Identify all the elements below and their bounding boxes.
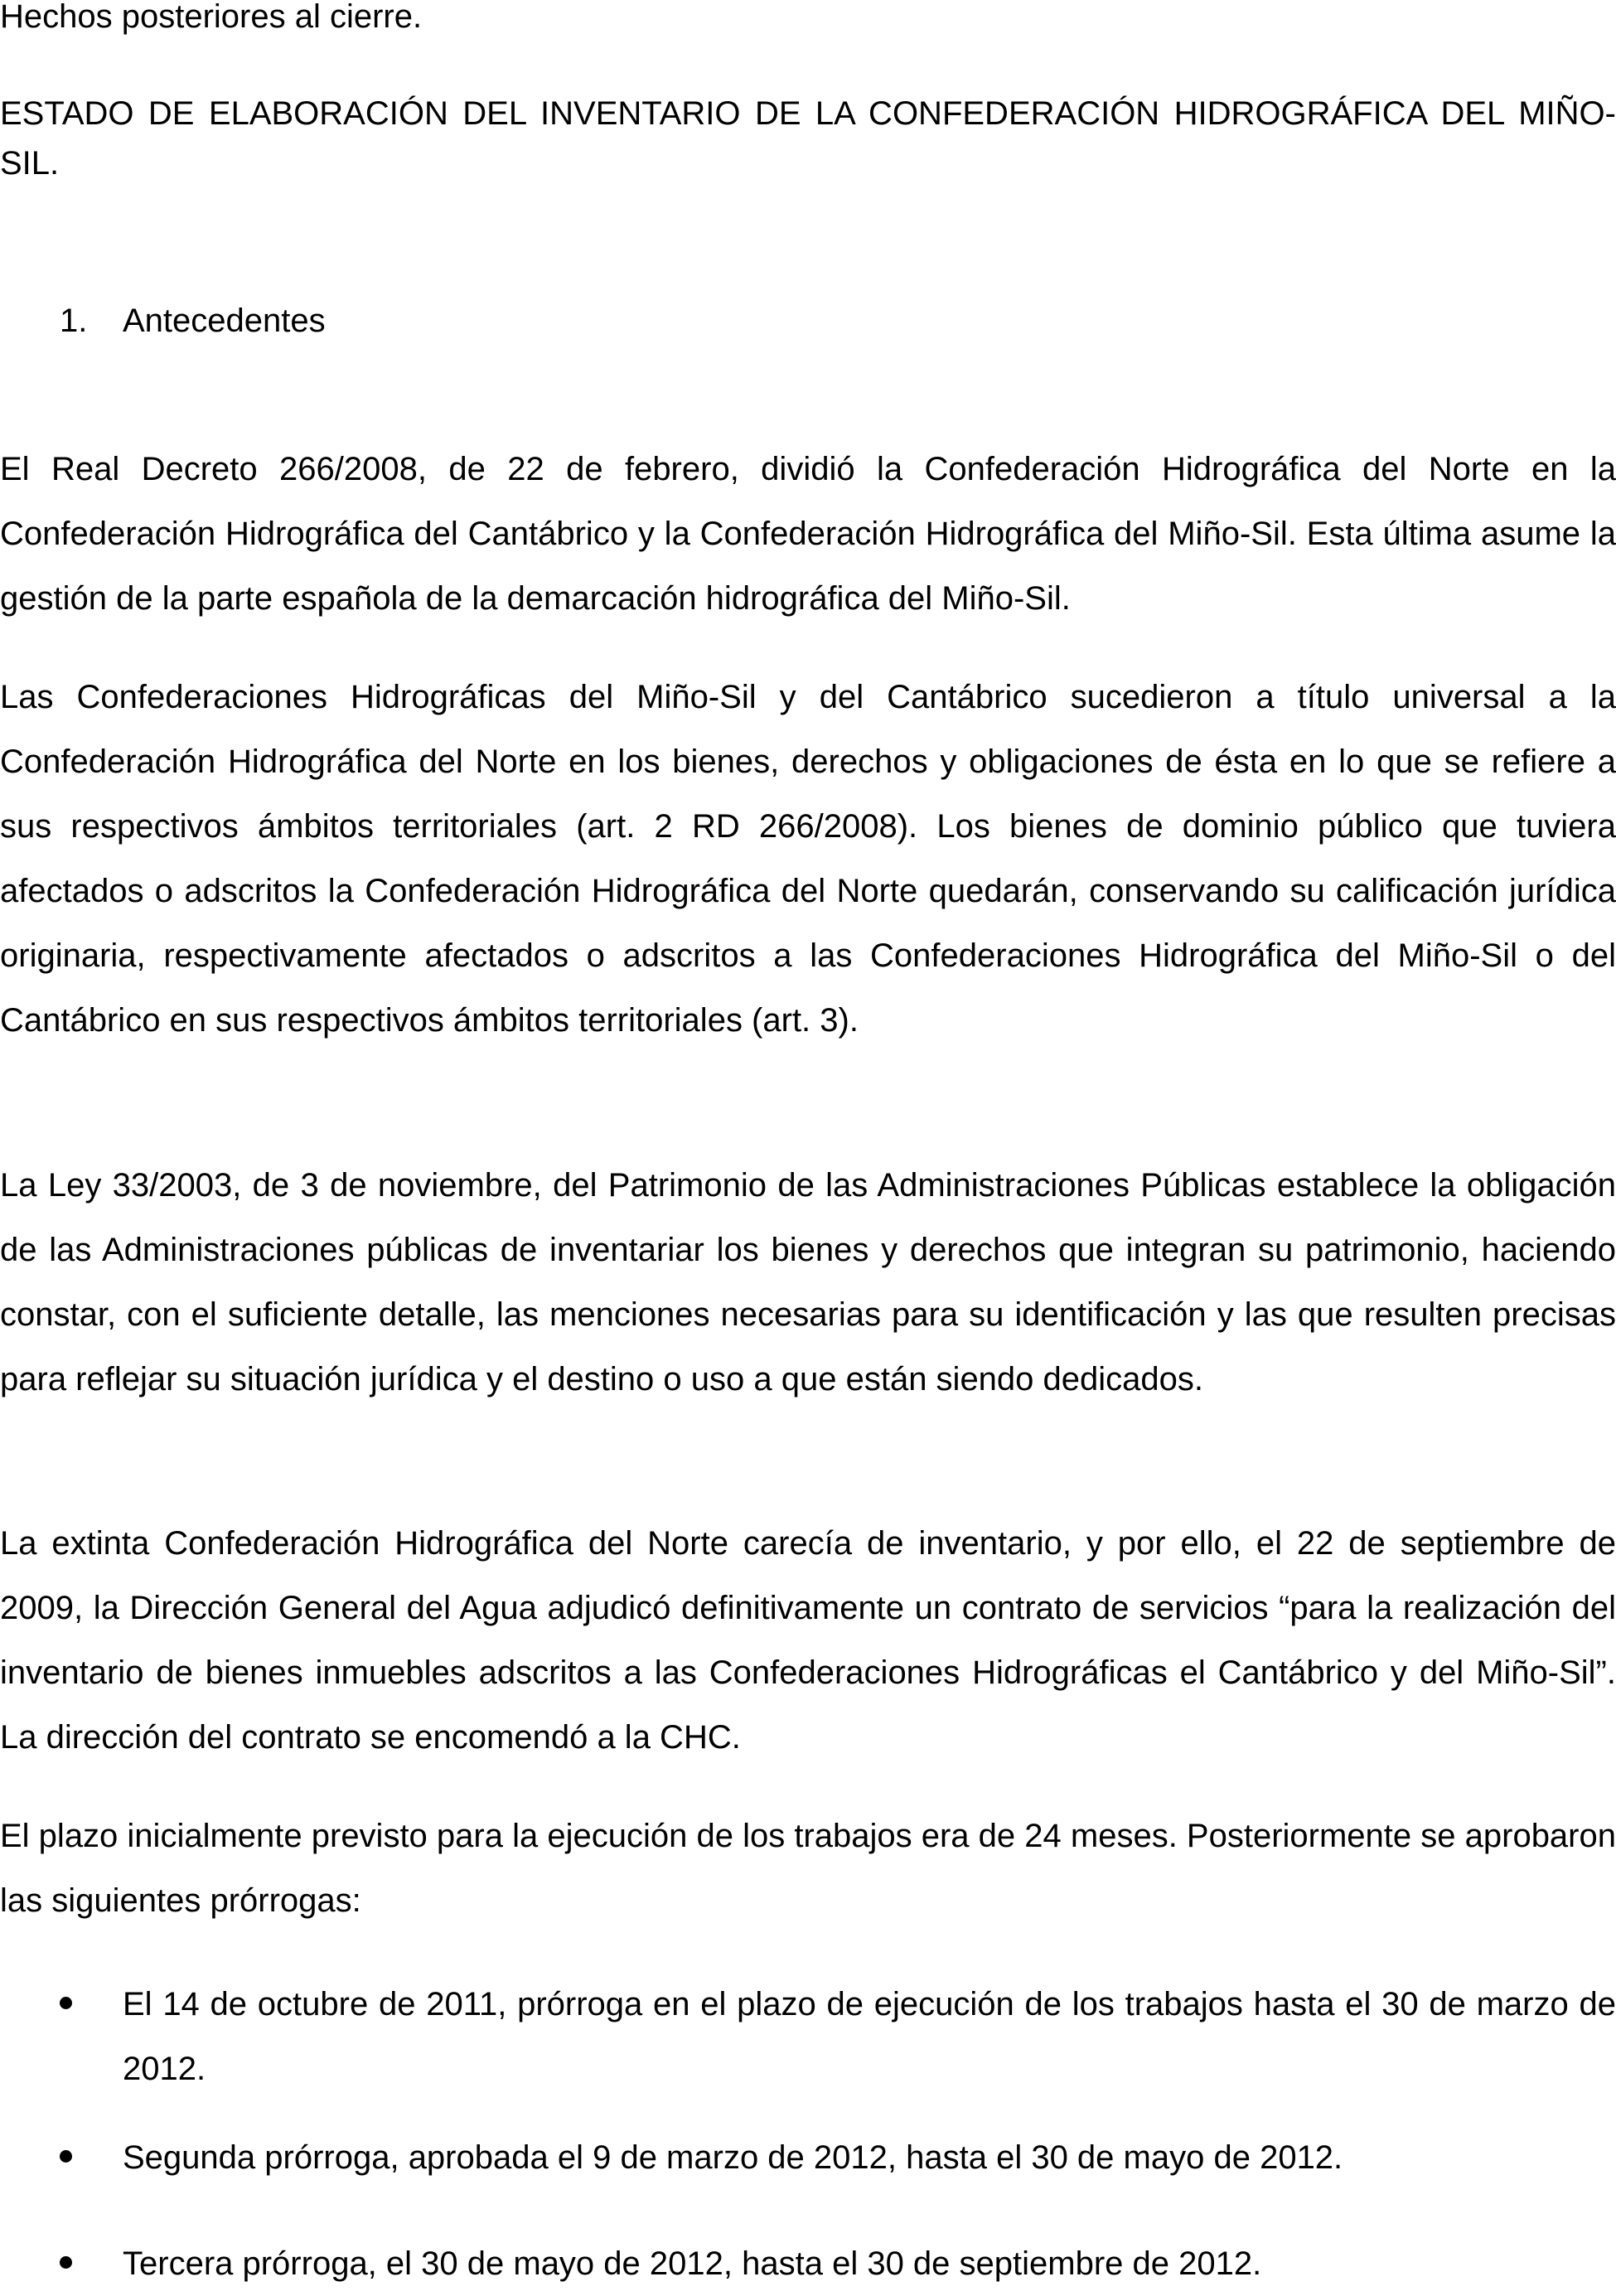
paragraph: El Real Decreto 266/2008, de 22 de febrero, dividió la Confederación Hidrográfica del Norte en la Confederación Hidrográfica del Cantábrico y la Confederación Hidrográfica del Miño-Sil. Esta última asume la gestión de la parte española de la demarcación hidrográfica del Miño-Sil. [0,451,1616,617]
document-heading: ESTADO DE ELABORACIÓN DEL INVENTARIO DE LA CONFEDERACIÓN HIDROGRÁFICA DEL MIÑO-SIL. [0,95,1616,182]
paragraph: La extinta Confederación Hidrográfica del Norte carecía de inventario, y por ello, el 22 de septiembre de 2009, la Dirección General del Agua adjudicó definitivamente un contrato de servicios “para la realización del inventario de bienes inmuebles adscritos a las Confederaciones Hidrográficas el Cantábrico y del Miño-Sil”. La dirección del contrato se encomendó a la CHC. [0,1525,1616,1756]
list-item-text: Tercera prórroga, el 30 de mayo de 2012, hasta el 30 de septiembre de 2012. [123,2245,1262,2282]
section-title: Antecedentes [123,303,326,339]
paragraph: Las Confederaciones Hidrográficas del Miño-Sil y del Cantábrico sucedieron a título universal a la Confederación Hidrográfica del Norte en los bienes, derechos y obligaciones de ésta en lo que se refiere a sus respectivos ámbitos territoriales (art. 2 RD 266/2008). Los bienes de dominio público que tuviera afectados o adscritos la Confederación Hidrográfica del Norte quedarán, conservando su calificación jurídica originaria, respectivamente afectados o adscritos a las Confederaciones Hidrográfica del Miño-Sil o del Cantábrico en sus respectivos ámbitos territoriales (art. 3). [0,679,1616,1039]
list-item-text: Segunda prórroga, aprobada el 9 de marzo de 2012, hasta el 30 de mayo de 2012. [123,2139,1343,2176]
bullet-icon [60,1997,72,2009]
paragraph: El plazo inicialmente previsto para la ejecución de los trabajos era de 24 meses. Posteriormente se aprobaron las siguientes prórrogas: [0,1818,1616,1919]
top-line: Hechos posteriores al cierre. [0,0,423,35]
paragraph: La Ley 33/2003, de 3 de noviembre, del Patrimonio de las Administraciones Públicas establece la obligación de las Administraciones públicas de inventariar los bienes y derechos que integran su patrimonio, haciendo constar, con el suficiente detalle, las menciones necesarias para su identificación y las que resulten precisas para reflejar su situación jurídica y el destino o uso a que están siendo dedicados. [0,1167,1616,1397]
list-item-text: El 14 de octubre de 2011, prórroga en el plazo de ejecución de los trabajos hasta el 30 de marzo de 2012. [123,1986,1616,2087]
bullet-icon [60,2150,72,2163]
bullet-icon [60,2256,72,2269]
section-number: 1. [60,303,88,339]
